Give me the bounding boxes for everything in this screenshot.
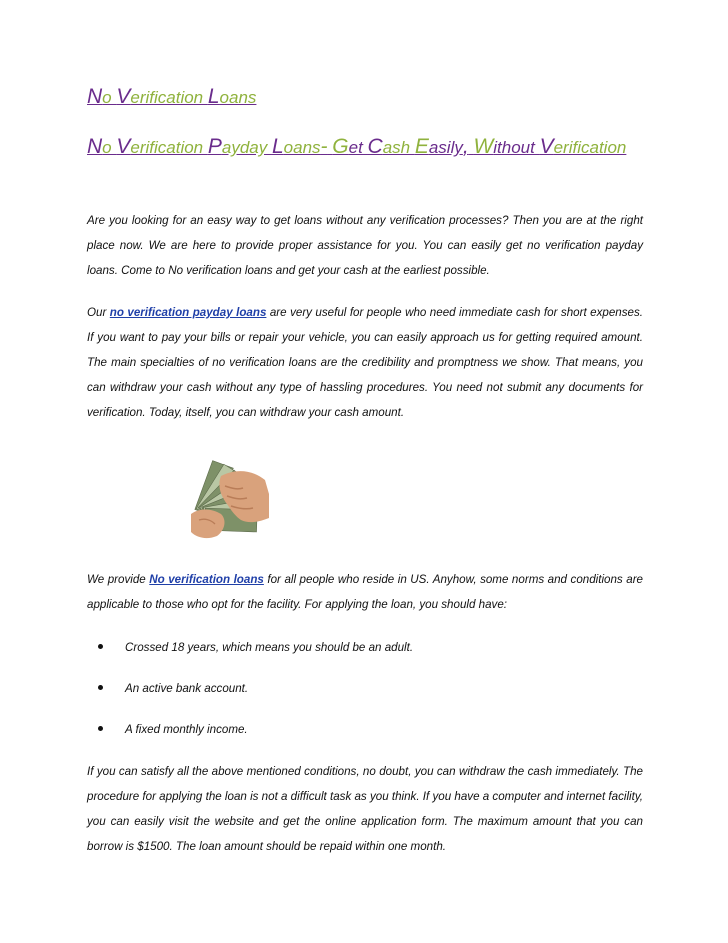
title-letter: W	[473, 135, 494, 158]
paragraph-text: for all people who reside in US. Anyhow, some norms and conditions are applicable to those who opt for the facility. For applying the loan, you should have:	[87, 573, 644, 611]
title-letter: N	[87, 135, 103, 158]
list-item-text: A fixed monthly income.	[125, 723, 248, 736]
money-hands-image	[161, 438, 269, 546]
bullet-icon	[98, 644, 103, 649]
title-letter: N	[87, 85, 103, 108]
page-title	[87, 86, 256, 107]
paragraph-text: are very useful for people who need immediate cash for short expenses. If you want to pay your bills or repair your vehicle, you can easily approach us for getting required amount. The main specialties of no verification loans are the credibility and promptness we show. That means, you can withdraw your cash without any type of hassling procedures. You need not submit any documents for verification. Today, itself, you can withdraw your cash amount.	[87, 306, 643, 419]
title-letter: L	[207, 85, 220, 108]
list-item-text: An active bank account.	[125, 682, 249, 695]
list-item	[98, 682, 248, 695]
title-letter: P	[207, 135, 222, 158]
paragraph-text: Our	[87, 306, 110, 319]
left-hand	[191, 510, 224, 539]
paragraph-text: We provide	[87, 573, 150, 586]
no-verification-loans-link[interactable]: No verification loans	[149, 573, 264, 586]
title-text: erification	[130, 138, 208, 157]
title-text: oans	[283, 138, 321, 157]
procedure-paragraph: If you can satisfy all the above mentioned conditions, no doubt, you can withdraw the cash immediately. The procedure for applying the loan is not a difficult task as you think. If you have a computer and internet facility, you can easily visit the website and get the online application form. The maximum amount that you can borrow is $1500. The loan amount should be repaid within one month.	[87, 765, 643, 853]
list-item	[98, 641, 413, 654]
features-paragraph	[87, 300, 643, 425]
title-text: erification	[553, 138, 627, 157]
title-text: ayday	[221, 138, 272, 157]
title-letter: V	[116, 85, 131, 108]
payday-loans-link[interactable]: no verification payday loans	[109, 306, 267, 319]
title-text: oans	[219, 88, 257, 107]
cash-illustration	[161, 438, 269, 546]
eligibility-paragraph	[87, 567, 643, 617]
title-text: erification	[130, 88, 208, 107]
title-text: ithout	[493, 138, 540, 157]
intro-paragraph: Are you looking for an easy way to get loans without any verification processes? Then you are at the right place now. We are here to provide proper assistance for you. You can easily get no verification payday loans. Come to No verification loans and get your cash at the earliest possible.	[87, 214, 643, 277]
title-text: et	[348, 138, 368, 157]
bullet-icon	[98, 685, 103, 690]
list-item-text: Crossed 18 years, which means you should be an adult.	[125, 641, 414, 654]
title-letter: V	[116, 135, 131, 158]
title-text: o	[102, 88, 117, 107]
title-letter: V	[539, 135, 554, 158]
list-item	[98, 723, 248, 736]
title-letter: -	[320, 135, 328, 158]
bullet-icon	[98, 726, 103, 731]
page-subtitle	[87, 136, 626, 157]
title-text: ash	[382, 138, 415, 157]
title-letter: G	[332, 135, 349, 158]
title-letter: ,	[462, 135, 469, 158]
title-letter: E	[414, 135, 429, 158]
title-text: asily	[428, 138, 463, 157]
title-letter: C	[367, 135, 383, 158]
title-letter: L	[271, 135, 284, 158]
title-text: o	[102, 138, 117, 157]
